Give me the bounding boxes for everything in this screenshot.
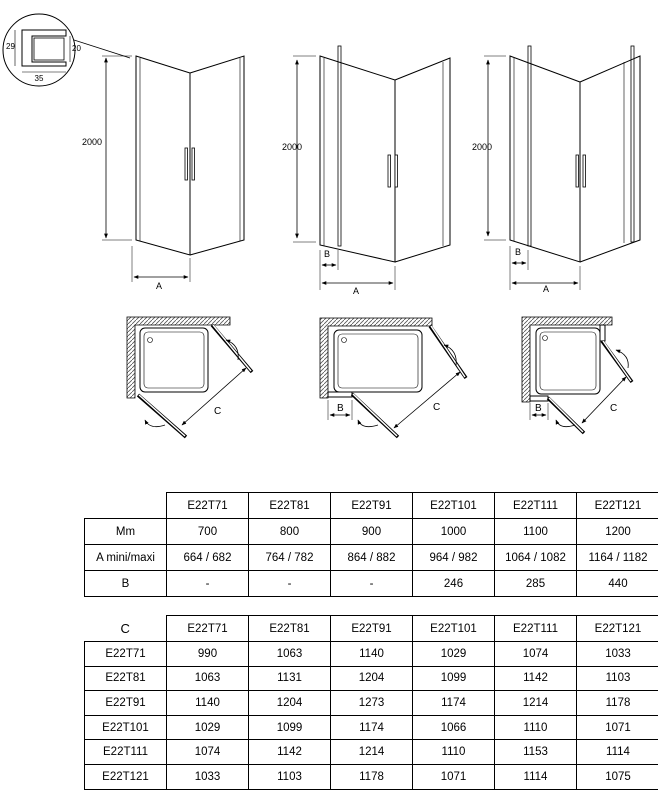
table-cell: 764 / 782 <box>249 545 331 571</box>
table-row <box>85 642 658 667</box>
elevation-2-width-label: A <box>353 286 360 296</box>
elevation-1-width-label: A <box>156 281 163 291</box>
table-cell: 1200 <box>577 519 658 545</box>
plan-1-diag-label: C <box>214 406 222 417</box>
table-cell: 1178 <box>577 691 658 716</box>
model-header: E22T121 <box>577 493 658 519</box>
plan-3-diag-label: C <box>610 403 618 414</box>
plan-2-side-label: B <box>337 403 344 414</box>
table-cell: 1164 / 1182 <box>577 545 658 571</box>
table-cell: 1174 <box>413 691 495 716</box>
model-header: E22T111 <box>495 493 577 519</box>
row-label: E22T101 <box>85 715 167 740</box>
table-cell: 1033 <box>167 764 249 789</box>
table-row <box>85 519 658 545</box>
table-row <box>85 666 658 691</box>
elevation-e22t121 <box>484 46 640 290</box>
table-cell: 285 <box>495 571 577 597</box>
table-cell: 1174 <box>331 715 413 740</box>
row-label: E22T91 <box>85 691 167 716</box>
profile-width-label: 35 <box>34 74 44 83</box>
table-cell: - <box>167 571 249 597</box>
elevation-3-width-label: A <box>543 284 550 294</box>
table-cell: 1214 <box>331 740 413 765</box>
table-row <box>85 545 658 571</box>
table-cell: 664 / 682 <box>167 545 249 571</box>
diagonal-c-table <box>84 615 658 790</box>
profile-height-label: 29 <box>6 42 15 51</box>
elevation-3-height-label: 2000 <box>472 142 493 152</box>
row-label: A mini/maxi <box>85 545 167 571</box>
model-header: E22T101 <box>413 616 495 642</box>
row-label: E22T81 <box>85 666 167 691</box>
table-cell: 1071 <box>413 764 495 789</box>
table-cell: 990 <box>167 642 249 667</box>
elevation-e22t71 <box>102 56 244 282</box>
table-cell: 1074 <box>495 642 577 667</box>
profile-detail <box>3 14 130 86</box>
table-row <box>85 740 658 765</box>
model-header: E22T91 <box>331 493 413 519</box>
elevation-3-side-label: B <box>515 247 522 257</box>
table-cell: 1075 <box>577 764 658 789</box>
table-cell: 864 / 882 <box>331 545 413 571</box>
table-cell: 1103 <box>577 666 658 691</box>
c-corner-label: C <box>120 620 130 636</box>
table-cell: 1142 <box>495 666 577 691</box>
table-cell: 1114 <box>577 740 658 765</box>
table-cell: 1099 <box>413 666 495 691</box>
plan-3-side-label: B <box>535 403 542 414</box>
dimensions-corner-cell <box>85 493 167 519</box>
table-cell: 1110 <box>495 715 577 740</box>
dimensions-header-row <box>85 493 658 519</box>
row-label: E22T121 <box>85 764 167 789</box>
model-header: E22T71 <box>167 493 249 519</box>
table-cell: 1074 <box>167 740 249 765</box>
c-header-row <box>85 616 658 642</box>
table-row <box>85 715 658 740</box>
table-cell: 1273 <box>331 691 413 716</box>
table-cell: - <box>249 571 331 597</box>
table-cell: 1071 <box>577 715 658 740</box>
table-cell: 1033 <box>577 642 658 667</box>
row-label: E22T71 <box>85 642 167 667</box>
elevation-2-side-label: B <box>324 249 331 259</box>
table-cell: 900 <box>331 519 413 545</box>
table-cell: 1100 <box>495 519 577 545</box>
table-cell: 1204 <box>249 691 331 716</box>
table-cell: 1099 <box>249 715 331 740</box>
table-cell: 1214 <box>495 691 577 716</box>
table-cell: 1114 <box>495 764 577 789</box>
table-cell: 1110 <box>413 740 495 765</box>
table-cell: 246 <box>413 571 495 597</box>
table-cell: 1063 <box>249 642 331 667</box>
table-cell: 1140 <box>331 642 413 667</box>
table-cell: 1204 <box>331 666 413 691</box>
table-cell: 800 <box>249 519 331 545</box>
model-header: E22T121 <box>577 616 658 642</box>
elevation-e22t101 <box>293 46 450 290</box>
table-row <box>85 571 658 597</box>
model-header: E22T81 <box>249 616 331 642</box>
table-cell: 1153 <box>495 740 577 765</box>
row-label: E22T111 <box>85 740 167 765</box>
plan-view-3 <box>522 317 632 433</box>
plan-view-2 <box>320 318 466 437</box>
table-row <box>85 691 658 716</box>
table-cell: 1029 <box>167 715 249 740</box>
table-cell: 1103 <box>249 764 331 789</box>
table-cell: 1063 <box>167 666 249 691</box>
table-cell: 1178 <box>331 764 413 789</box>
elevation-1-height-label: 2000 <box>82 137 103 147</box>
table-cell: 1000 <box>413 519 495 545</box>
table-cell: - <box>331 571 413 597</box>
table-row <box>85 764 658 789</box>
table-cell: 1140 <box>167 691 249 716</box>
table-cell: 1131 <box>249 666 331 691</box>
model-header: E22T91 <box>331 616 413 642</box>
plan-2-diag-label: C <box>433 402 441 413</box>
table-cell: 964 / 982 <box>413 545 495 571</box>
table-cell: 440 <box>577 571 658 597</box>
table-cell: 1142 <box>249 740 331 765</box>
model-header: E22T101 <box>413 493 495 519</box>
table-cell: 1066 <box>413 715 495 740</box>
row-label: Mm <box>85 519 167 545</box>
plan-view-1 <box>127 317 252 437</box>
table-cell: 1029 <box>413 642 495 667</box>
model-header: E22T71 <box>167 616 249 642</box>
dimensions-table <box>84 492 658 597</box>
table-cell: 1064 / 1082 <box>495 545 577 571</box>
model-header: E22T81 <box>249 493 331 519</box>
table-cell: 700 <box>167 519 249 545</box>
row-label: B <box>85 571 167 597</box>
profile-depth-label: 20 <box>72 44 81 53</box>
elevation-2-height-label: 2000 <box>282 142 303 152</box>
model-header: E22T111 <box>495 616 577 642</box>
